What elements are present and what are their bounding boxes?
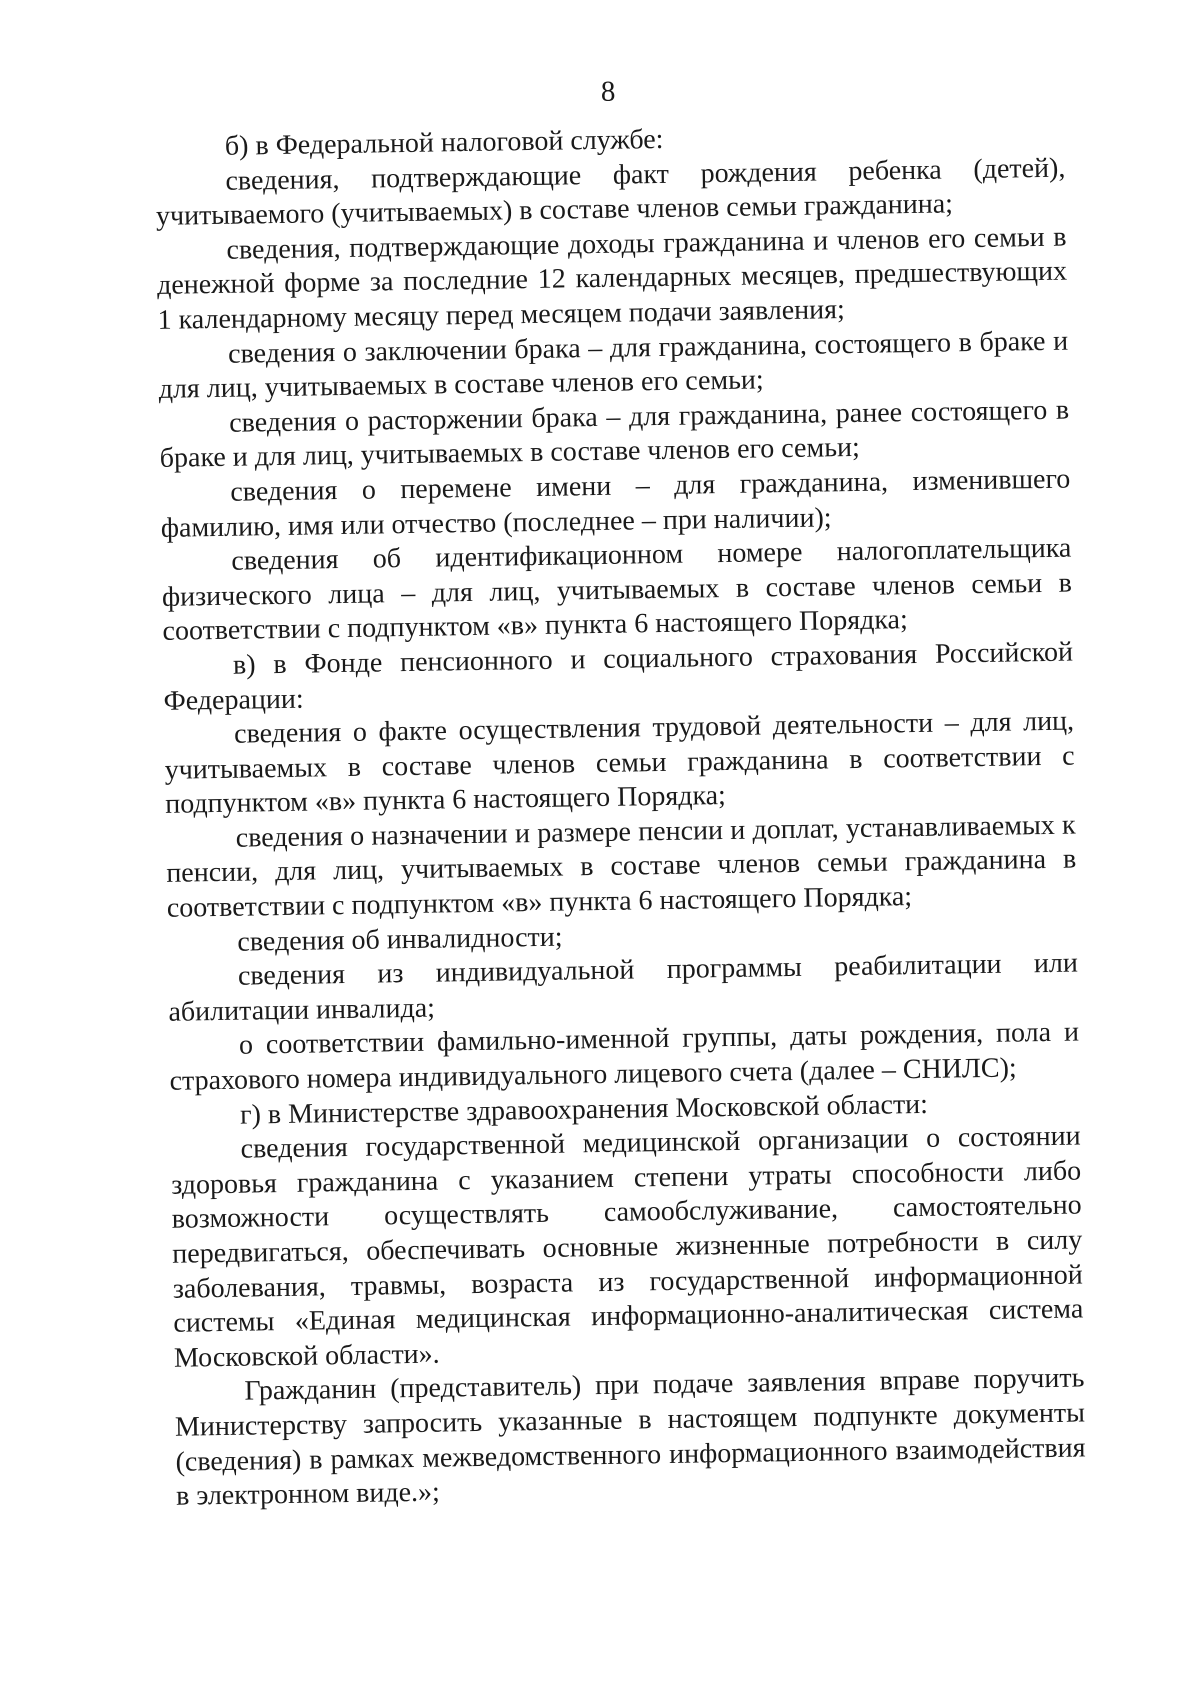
paragraph-child-birth: сведения, подтверждающие факт рождения ребенка (детей), учитываемого (учитываемых) в составе членов семьи гражданина; — [155, 152, 1066, 233]
paragraph-divorce: сведения о расторжении брака – для гражданина, ранее состоящего в браке и для лиц, учитываемых в составе членов его семьи; — [159, 394, 1070, 475]
paragraph-health-ministry-heading: г) в Министерстве здравоохранения Московской области: — [239, 1088, 929, 1131]
paragraph-health-status: сведения государственной медицинской организации о состоянии здоровья гражданина с указанием степени утраты способности либо возможности осуществлять самообслуживание, самостоятельно передвигаться, обеспечивать основные жизненные потребности в силу заболевания, травмы, возраста из государственной информационной системы «Единая медицинская информационно-аналитическая система Московской области». — [170, 1120, 1084, 1374]
paragraph-rehabilitation: сведения из индивидуальной программы реабилитации или абилитации инвалида; — [168, 947, 1079, 1028]
paragraph-employment: сведения о факте осуществления трудовой деятельности – для лиц, учитываемых в составе членов семьи гражданина в соответствии с подпунктом «в» пункта 6 настоящего Порядка; — [164, 705, 1075, 821]
document-body — [155, 117, 1087, 1515]
paragraph-pension-fund-heading: в) в Фонде пенсионного и социального страхования Российской Федерации: — [163, 636, 1074, 717]
paragraph-snils: о соответствии фамильно-именной группы, даты рождения, пола и страхового номера индивидуального лицевого счета (далее – СНИЛС); — [169, 1016, 1080, 1097]
paragraph-marriage: сведения о заключении брака – для гражданина, состоящего в браке и для лиц, учитываемых в составе членов его семьи; — [158, 325, 1069, 406]
page-number: 8 — [600, 75, 616, 108]
paragraph-citizen-request: Гражданин (представитель) при подаче заявления вправе поручить Министерству запросить указанные в настоящем подпункте документы (сведения) в рамках межведомственного информационного взаимодействия в электронном виде.»; — [174, 1362, 1086, 1512]
paragraph-inn: сведения об идентификационном номере налогоплательщика физического лица – для лиц, учитываемых в составе членов семьи в соответствии с подпунктом «в» пункта 6 настоящего Порядка; — [161, 532, 1073, 648]
paragraph-name-change: сведения о перемене имени – для гражданина, изменившего фамилию, имя или отчество (последнее – при наличии); — [160, 463, 1071, 544]
paragraph-disability: сведения об инвалидности; — [237, 921, 563, 958]
paragraph-fns-heading: б) в Федеральной налоговой службе: — [224, 123, 664, 162]
paragraph-pension: сведения о назначении и размере пенсии и доплат, устанавливаемых к пенсии, для лиц, учитываемых в составе членов семьи гражданина в соответствии с подпунктом «в» пункта 6 настоящего Порядка; — [166, 809, 1077, 924]
paragraph-income: сведения, подтверждающие доходы гражданина и членов его семьи в денежной форме за последние 12 календарных месяцев, предшествующих 1 календарному месяцу перед месяцем подачи заявления; — [156, 221, 1068, 336]
